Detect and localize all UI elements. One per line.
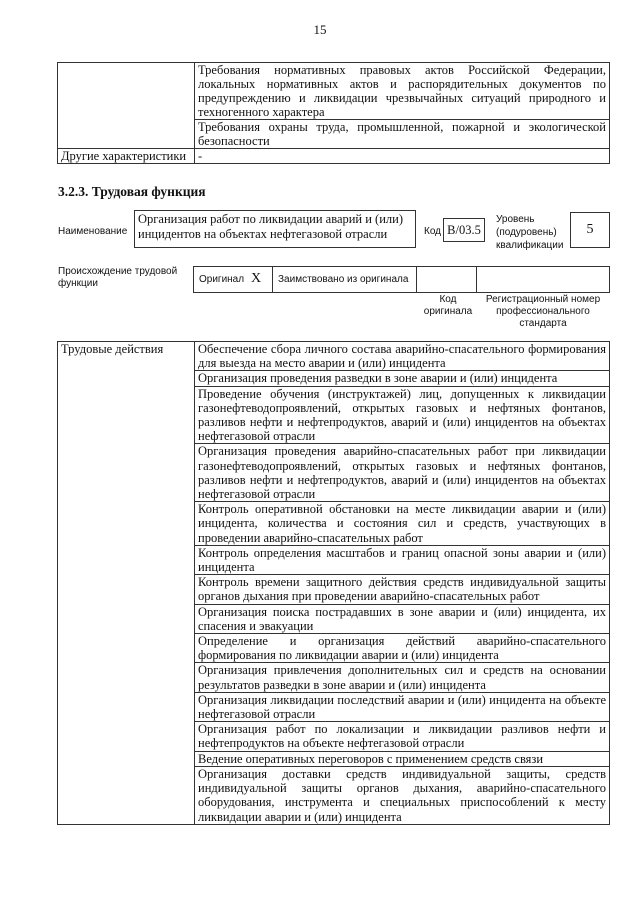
code-value: B/03.5	[447, 223, 481, 237]
requirement-cell: Требования охраны труда, промышленной, пожарной и экологической безопасности	[195, 120, 610, 149]
labor-action-item: Проведение обучения (инструктажей) лиц, допущенных к ликвидации газонефтеводопроявлений, открытых газовых и нефтяных фонтанов, разливов нефти и нефтепродуктов, аварий и (или) инцидентов на объектах нефтегазовой отрасли	[195, 386, 610, 444]
labor-action-item: Организация поиска пострадавших в зоне аварии и (или) инцидента, их спасения и эвакуации	[195, 604, 610, 633]
function-name-value: Организация работ по ликвидации аварий и (или) инцидентов на объектах нефтегазовой отрасли	[138, 212, 404, 241]
labor-action-item: Контроль определения масштабов и границ опасной зоны аварии и (или) инцидента	[195, 545, 610, 574]
empty-label-cell	[58, 63, 195, 149]
table-row	[58, 342, 610, 371]
table-row	[58, 63, 610, 120]
labor-action-item: Обеспечение сбора личного состава аварийно-спасательного формирования для выезда на место аварии и (или) инцидента	[195, 342, 610, 371]
origin-label: Происхождение трудовой функции	[58, 266, 178, 289]
original-mark: X	[251, 271, 262, 286]
code-original-label: Код оригинала	[423, 294, 473, 317]
qualification-level-label: Уровень (подуровень) квалификации	[496, 214, 564, 251]
other-characteristics-value: -	[195, 149, 610, 164]
labor-action-item: Определение и организация действий аварийно-спасательного формирования по ликвидации аварии и (или) инцидента	[195, 634, 610, 663]
labor-actions-label: Трудовые действия	[58, 342, 195, 825]
origin-divider	[476, 266, 477, 293]
reg-number-label: Регистрационный номер профессионального стандарта	[485, 294, 601, 329]
function-name-box	[134, 210, 416, 248]
labor-action-item: Контроль оперативной обстановки на месте ликвидации аварии и (или) инцидента, количества и состояния сил и средств, участвующих в проведении аварийно-спасательных работ	[195, 502, 610, 546]
borrowed-label: Заимствовано из оригинала	[278, 274, 409, 285]
page-number: 15	[313, 22, 327, 37]
labor-action-item: Организация доставки средств индивидуальной защиты, средств индивидуальной защиты органов дыхания, аварийно-спасательного оборудования, инструмента и специальных приспособлений к месту ликвидации аварии и (или) инцидента	[195, 766, 610, 824]
origin-divider	[416, 266, 417, 293]
name-label: Наименование	[58, 226, 128, 237]
original-label: Оригинал	[199, 274, 245, 285]
labor-action-item: Контроль времени защитного действия средств индивидуальной защиты органов дыхания при проведении аварийно-спасательных работ	[195, 575, 610, 604]
labor-action-item: Организация проведения аварийно-спасательных работ при ликвидации газонефтеводопроявлений, открытых газовых и нефтяных фонтанов, разливов нефти и нефтепродуктов, аварий и (или) инцидентов на объектах нефтегазовой отрасли	[195, 444, 610, 502]
table-row	[58, 149, 610, 164]
labor-action-item: Организация ликвидации последствий аварии и (или) инцидента на объекте нефтегазовой отрасли	[195, 692, 610, 721]
labor-action-item: Ведение оперативных переговоров с применением средств связи	[195, 751, 610, 766]
requirement-cell: Требования нормативных правовых актов Российской Федерации, локальных нормативных актов и распорядительных документов по предупреждению и ликвидации чрезвычайных ситуаций природного и техногенного характера	[195, 63, 610, 120]
code-value-box	[443, 218, 485, 242]
qualification-level-value: 5	[586, 222, 594, 237]
origin-divider	[272, 266, 273, 293]
labor-action-item: Организация привлечения дополнительных сил и средств на основании результатов разведки в зоне аварии и (или) инцидента	[195, 663, 610, 692]
other-characteristics-label: Другие характеристики	[58, 149, 195, 164]
code-label: Код	[424, 226, 442, 237]
labor-action-item: Организация работ по локализации и ликвидации разливов нефти и нефтепродуктов на объекте нефтегазовой отрасли	[195, 722, 610, 751]
labor-action-item: Организация проведения разведки в зоне аварии и (или) инцидента	[195, 371, 610, 386]
labor-actions-table	[57, 341, 610, 825]
requirements-table	[57, 62, 610, 164]
qualification-level-box	[570, 212, 610, 248]
section-title: 3.2.3. Трудовая функция	[58, 184, 206, 199]
